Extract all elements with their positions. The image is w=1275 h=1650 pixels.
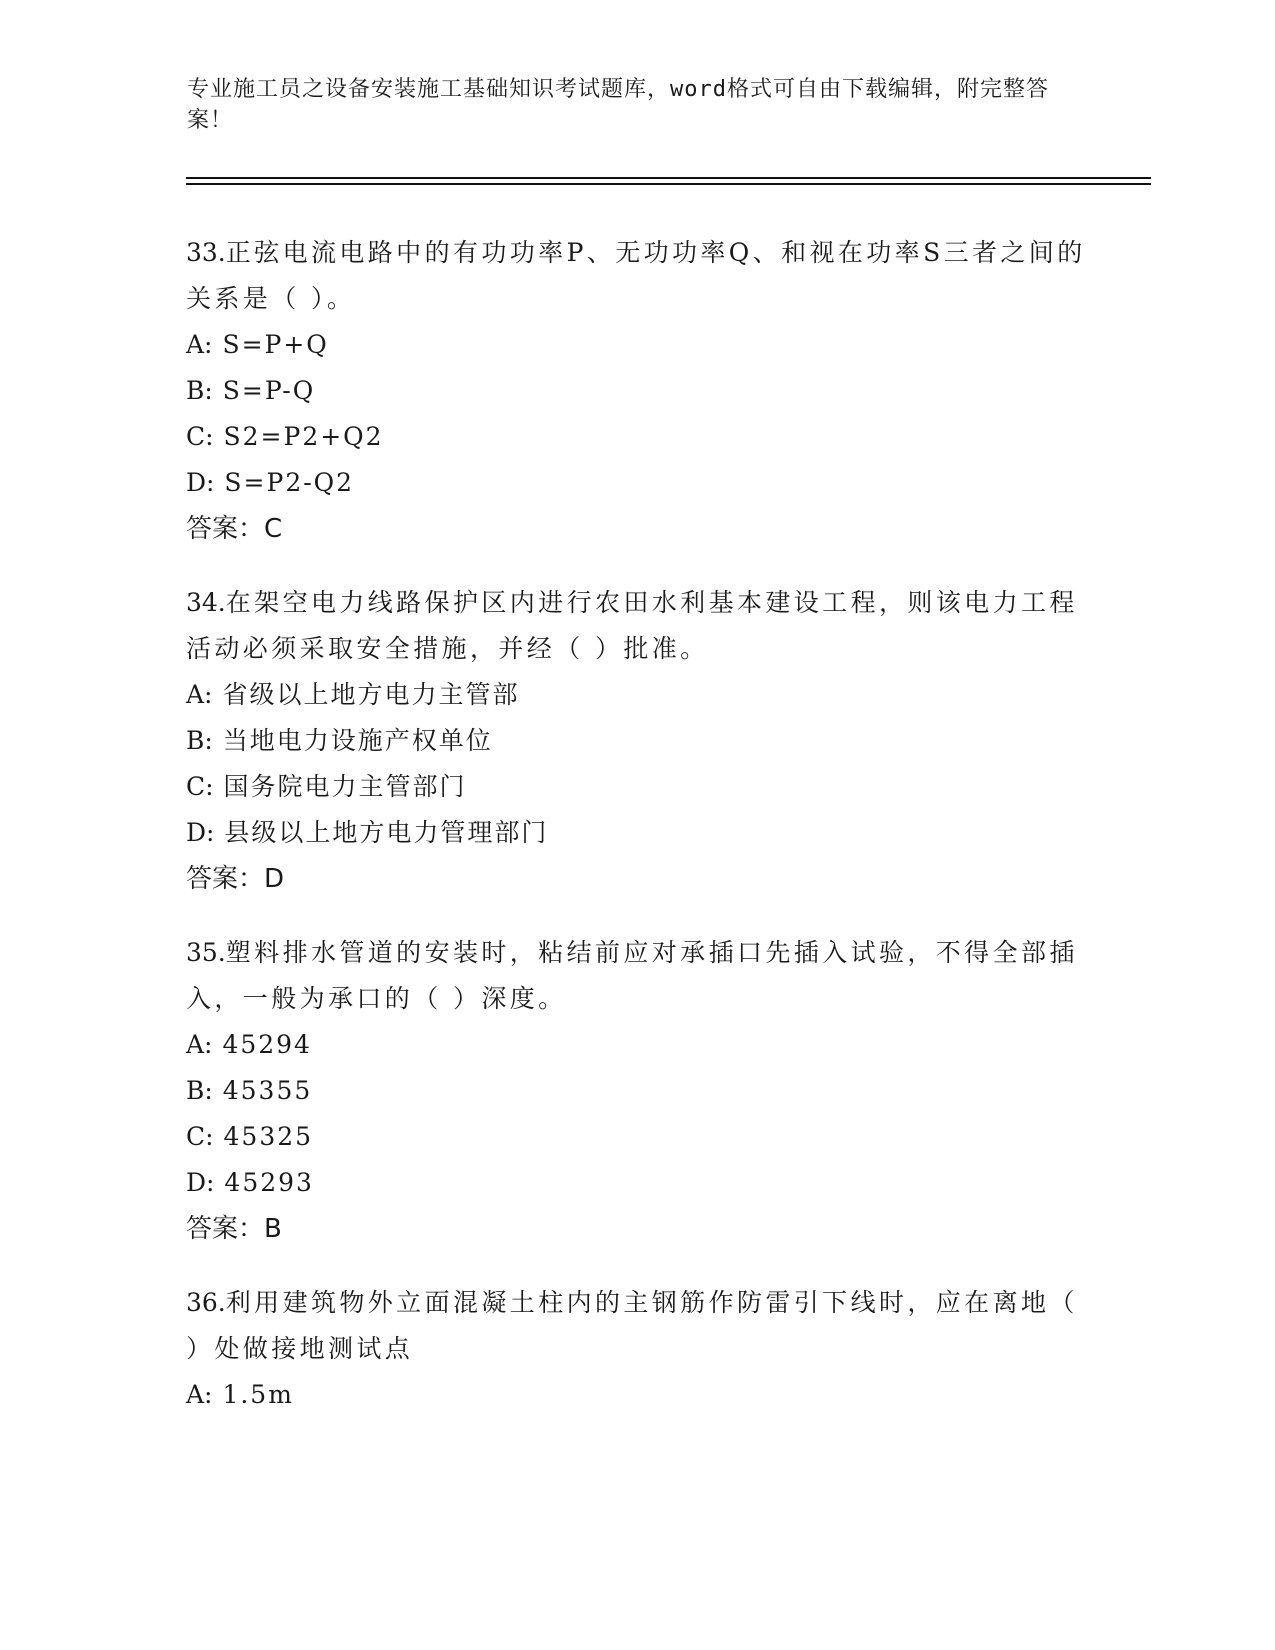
option-letter: B: (186, 726, 213, 755)
option-c (186, 1114, 1086, 1160)
option-text: 当地电力设施产权单位 (222, 726, 493, 755)
question-number: 33. (186, 238, 226, 267)
option-letter: A: (186, 1030, 213, 1059)
option-b (186, 368, 1086, 414)
header-divider-bottom (186, 183, 1151, 185)
question-33 (186, 230, 1086, 552)
option-text: 县级以上地方电力管理部门 (224, 818, 549, 847)
option-text: 45294 (222, 1030, 312, 1059)
option-text: S=P2-Q2 (224, 468, 355, 497)
option-letter: C: (186, 422, 214, 451)
question-36 (186, 1280, 1086, 1418)
option-text: S=P+Q (222, 330, 329, 359)
question-body: 利用建筑物外立面混凝土柱内的主钢筋作防雷引下线时，应在离地（ ）处做接地测试点 (186, 1288, 1078, 1363)
option-letter: C: (186, 772, 214, 801)
question-body: 在架空电力线路保护区内进行农田水利基本建设工程，则该电力工程活动必须采取安全措施，并经（ ）批准。 (186, 588, 1078, 663)
document-header (187, 74, 1067, 136)
question-text (186, 930, 1086, 1022)
option-letter: A: (186, 330, 213, 359)
option-text: 1.5m (222, 1380, 294, 1409)
header-divider-top (186, 177, 1151, 179)
question-number: 36. (186, 1288, 226, 1317)
question-number: 35. (186, 938, 226, 967)
option-c (186, 414, 1086, 460)
option-b (186, 718, 1086, 764)
option-text: 45325 (223, 1122, 314, 1151)
question-text (186, 1280, 1086, 1372)
option-letter: D: (186, 1168, 215, 1197)
option-letter: B: (186, 1076, 213, 1105)
answer-line: 答案：B (186, 1214, 282, 1244)
answer-line: 答案：C (186, 514, 283, 544)
option-letter: D: (186, 468, 215, 497)
option-letter: D: (186, 818, 215, 847)
question-list (186, 230, 1086, 1446)
option-text: 45355 (222, 1076, 313, 1105)
option-text: 45293 (224, 1168, 314, 1197)
question-body: 正弦电流电路中的有功功率P、无功功率Q、和视在功率S三者之间的关系是（ ）。 (186, 238, 1086, 313)
option-text: S=P-Q (222, 376, 316, 405)
option-letter: C: (186, 1122, 214, 1151)
option-d (186, 1160, 1086, 1206)
question-34 (186, 580, 1086, 902)
question-35 (186, 930, 1086, 1252)
question-body: 塑料排水管道的安装时，粘结前应对承插口先插入试验，不得全部插入，一般为承口的（ ）深度。 (186, 938, 1078, 1013)
option-a (186, 672, 1086, 718)
option-a (186, 1022, 1086, 1068)
option-a (186, 1372, 1086, 1418)
option-text: 省级以上地方电力主管部 (222, 680, 520, 709)
document-title: 专业施工员之设备安装施工基础知识考试题库，word格式可自由下载编辑，附完整答案！ (187, 77, 1049, 133)
question-text (186, 580, 1086, 672)
question-text (186, 230, 1086, 322)
option-text: S2=P2+Q2 (223, 422, 384, 451)
answer-line: 答案：D (186, 864, 285, 894)
option-letter: A: (186, 1380, 213, 1409)
option-text: 国务院电力主管部门 (223, 772, 467, 801)
option-a (186, 322, 1086, 368)
option-d (186, 810, 1086, 856)
option-letter: A: (186, 680, 213, 709)
option-d (186, 460, 1086, 506)
option-b (186, 1068, 1086, 1114)
option-c (186, 764, 1086, 810)
option-letter: B: (186, 376, 213, 405)
question-number: 34. (186, 588, 226, 617)
